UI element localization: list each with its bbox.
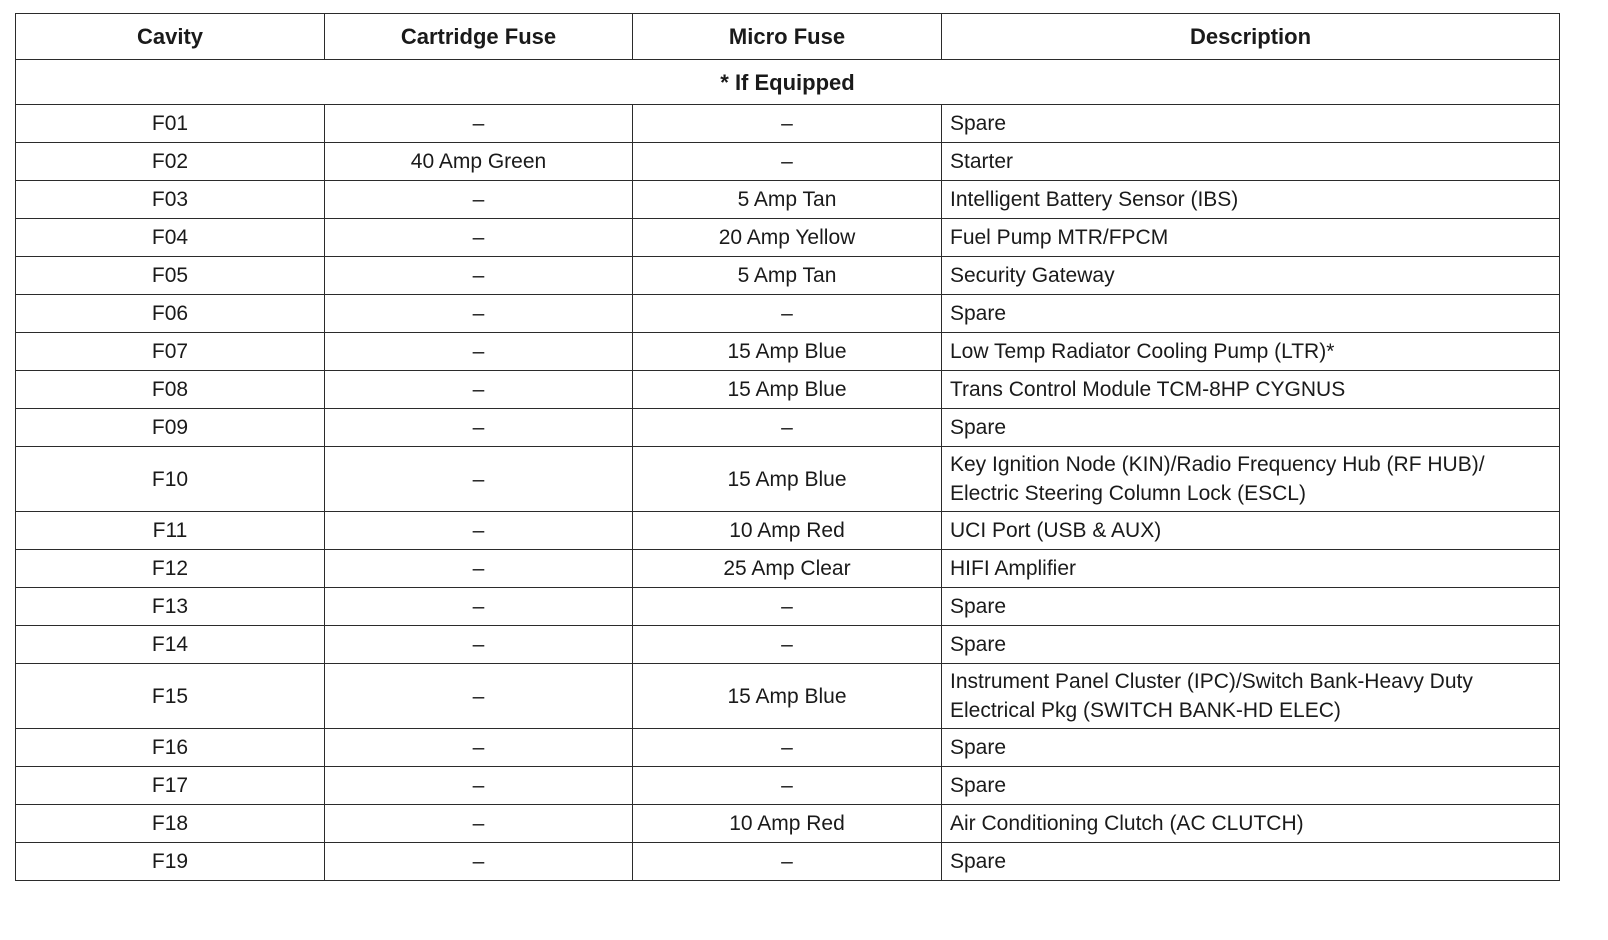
cartridge-cell: – [325, 219, 633, 257]
cartridge-cell: – [325, 843, 633, 881]
note-row [16, 60, 1560, 105]
table-row [16, 143, 1560, 181]
cavity-cell: F19 [16, 843, 325, 881]
cavity-cell: F06 [16, 295, 325, 333]
table-row [16, 105, 1560, 143]
description-line-1: Instrument Panel Cluster (IPC)/Switch Bank-Heavy Duty [950, 670, 1473, 693]
description-cell: Security Gateway [942, 257, 1560, 295]
cavity-cell: F07 [16, 333, 325, 371]
table-row [16, 409, 1560, 447]
table-row [16, 219, 1560, 257]
header-cartridge-fuse: Cartridge Fuse [325, 14, 633, 60]
description-cell: Air Conditioning Clutch (AC CLUTCH) [942, 805, 1560, 843]
micro-cell: – [633, 767, 942, 805]
description-cell: Spare [942, 295, 1560, 333]
cartridge-cell: – [325, 333, 633, 371]
description-cell: Low Temp Radiator Cooling Pump (LTR)* [942, 333, 1560, 371]
cavity-cell: F01 [16, 105, 325, 143]
micro-cell: 15 Amp Blue [633, 664, 942, 729]
description-cell: Starter [942, 143, 1560, 181]
cavity-cell: F05 [16, 257, 325, 295]
cavity-cell: F18 [16, 805, 325, 843]
header-micro-fuse: Micro Fuse [633, 14, 942, 60]
cavity-cell: F15 [16, 664, 325, 729]
cavity-cell: F10 [16, 447, 325, 512]
table-row [16, 371, 1560, 409]
cavity-cell: F04 [16, 219, 325, 257]
table-row [16, 805, 1560, 843]
micro-cell: – [633, 143, 942, 181]
micro-cell: – [633, 105, 942, 143]
cavity-cell: F16 [16, 729, 325, 767]
description-line-1: Key Ignition Node (KIN)/Radio Frequency Hub (RF HUB)/ [950, 453, 1485, 476]
description-cell: Spare [942, 767, 1560, 805]
table-row [16, 626, 1560, 664]
description-cell [942, 664, 1560, 729]
cavity-cell: F14 [16, 626, 325, 664]
fuse-table [15, 13, 1560, 881]
header-cavity: Cavity [16, 14, 325, 60]
description-cell [942, 447, 1560, 512]
cavity-cell: F08 [16, 371, 325, 409]
description-line-2: Electrical Pkg (SWITCH BANK-HD ELEC) [950, 699, 1341, 722]
cartridge-cell: – [325, 805, 633, 843]
header-description: Description [942, 14, 1560, 60]
cartridge-cell: – [325, 588, 633, 626]
table-row [16, 729, 1560, 767]
cavity-cell: F02 [16, 143, 325, 181]
cartridge-cell: – [325, 409, 633, 447]
micro-cell: – [633, 626, 942, 664]
cartridge-cell: – [325, 105, 633, 143]
micro-cell: 20 Amp Yellow [633, 219, 942, 257]
description-cell: Spare [942, 843, 1560, 881]
cartridge-cell: – [325, 512, 633, 550]
cartridge-cell: 40 Amp Green [325, 143, 633, 181]
description-cell: Spare [942, 729, 1560, 767]
micro-cell: 5 Amp Tan [633, 257, 942, 295]
table-row [16, 550, 1560, 588]
table-row [16, 767, 1560, 805]
table-row [16, 447, 1560, 512]
cavity-cell: F12 [16, 550, 325, 588]
cartridge-cell: – [325, 767, 633, 805]
description-cell: HIFI Amplifier [942, 550, 1560, 588]
micro-cell: – [633, 295, 942, 333]
table-row [16, 588, 1560, 626]
description-cell: Spare [942, 626, 1560, 664]
cavity-cell: F11 [16, 512, 325, 550]
description-cell: Trans Control Module TCM-8HP CYGNUS [942, 371, 1560, 409]
table-header [16, 14, 1560, 60]
cartridge-cell: – [325, 257, 633, 295]
micro-cell: 25 Amp Clear [633, 550, 942, 588]
description-cell: Spare [942, 409, 1560, 447]
micro-cell: – [633, 409, 942, 447]
header-row [16, 14, 1560, 60]
micro-cell: 15 Amp Blue [633, 333, 942, 371]
table-row [16, 181, 1560, 219]
cavity-cell: F03 [16, 181, 325, 219]
cartridge-cell: – [325, 550, 633, 588]
table-row [16, 843, 1560, 881]
description-cell: Spare [942, 105, 1560, 143]
micro-cell: 10 Amp Red [633, 805, 942, 843]
description-cell: Fuel Pump MTR/FPCM [942, 219, 1560, 257]
micro-cell: 15 Amp Blue [633, 371, 942, 409]
cartridge-cell: – [325, 447, 633, 512]
micro-cell: 5 Amp Tan [633, 181, 942, 219]
table-row [16, 664, 1560, 729]
description-cell: Intelligent Battery Sensor (IBS) [942, 181, 1560, 219]
cartridge-cell: – [325, 181, 633, 219]
table-row [16, 333, 1560, 371]
cavity-cell: F09 [16, 409, 325, 447]
if-equipped-note: * If Equipped [16, 60, 1560, 105]
cartridge-cell: – [325, 626, 633, 664]
micro-cell: – [633, 843, 942, 881]
table-row [16, 295, 1560, 333]
cartridge-cell: – [325, 729, 633, 767]
cavity-cell: F17 [16, 767, 325, 805]
table-row [16, 257, 1560, 295]
description-cell: Spare [942, 588, 1560, 626]
micro-cell: – [633, 588, 942, 626]
description-line-2: Electric Steering Column Lock (ESCL) [950, 482, 1306, 505]
cartridge-cell: – [325, 664, 633, 729]
micro-cell: 10 Amp Red [633, 512, 942, 550]
table-body [16, 60, 1560, 881]
cavity-cell: F13 [16, 588, 325, 626]
micro-cell: 15 Amp Blue [633, 447, 942, 512]
cartridge-cell: – [325, 295, 633, 333]
cartridge-cell: – [325, 371, 633, 409]
micro-cell: – [633, 729, 942, 767]
description-cell: UCI Port (USB & AUX) [942, 512, 1560, 550]
table-row [16, 512, 1560, 550]
